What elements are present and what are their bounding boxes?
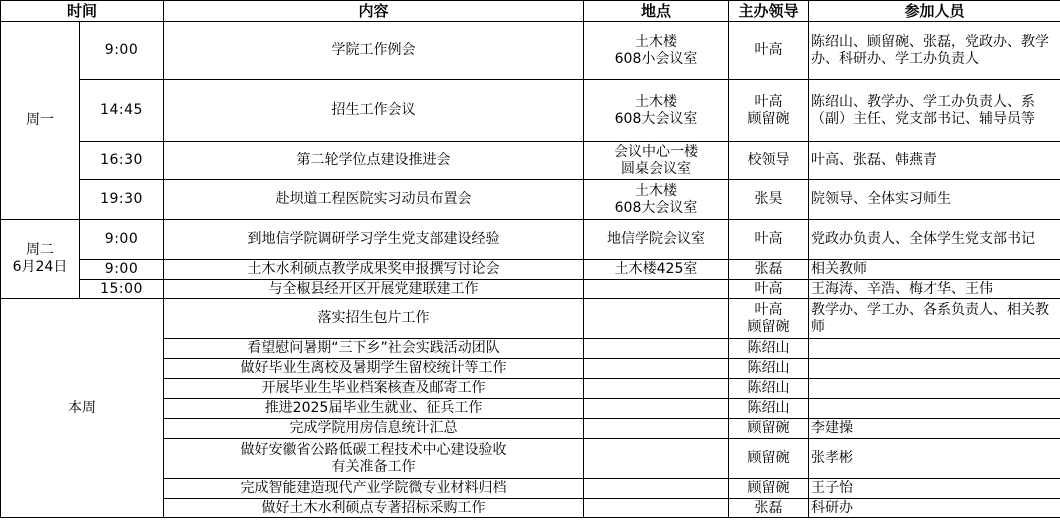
row-host: 顾留碗: [729, 419, 809, 439]
header-time: 时间: [1, 1, 164, 22]
row-place: 土木楼425室: [584, 260, 729, 280]
row-attendees: 王海涛、辛浩、梅才华、王伟: [809, 280, 1060, 299]
row-content: 落实招生包片工作: [164, 299, 584, 339]
row-place: [584, 299, 729, 339]
row-content: 完成学院用房信息统计汇总: [164, 419, 584, 439]
row-attendees: 张孝彬: [809, 439, 1060, 479]
row-place: [584, 479, 729, 499]
row-attendees: [809, 399, 1060, 419]
header-row: [1, 1, 1060, 22]
row-content: 招生工作会议: [164, 80, 584, 142]
row-content: 土木水利硕点教学成果奖申报撰写讨论会: [164, 260, 584, 280]
table-row: [1, 180, 1060, 220]
row-attendees: 科研办: [809, 499, 1060, 518]
group-tuesday-date: 6月24日: [12, 259, 68, 275]
table-row: [1, 260, 1060, 280]
row-time: 9:00: [80, 260, 164, 280]
row-attendees: [809, 359, 1060, 379]
group-this-week: 本周: [1, 299, 164, 518]
row-time: 16:30: [80, 142, 164, 180]
row-place: 地信学院会议室: [584, 220, 729, 260]
row-place: [584, 359, 729, 379]
group-monday: 周一: [1, 22, 80, 220]
row-attendees: 王子怡: [809, 479, 1060, 499]
table-row: [1, 142, 1060, 180]
row-content: 学院工作例会: [164, 22, 584, 80]
row-host: 张磊: [729, 260, 809, 280]
header-host: 主办领导: [729, 1, 809, 22]
row-place: [584, 379, 729, 399]
header-content: 内容: [164, 1, 584, 22]
row-place: [584, 339, 729, 359]
row-content: 推进2025届毕业生就业、征兵工作: [164, 399, 584, 419]
row-host: 陈绍山: [729, 359, 809, 379]
header-place: 地点: [584, 1, 729, 22]
table-row: [1, 299, 1060, 339]
row-content: 完成智能建造现代产业学院微专业材料归档: [164, 479, 584, 499]
row-place: [584, 439, 729, 479]
row-place: [584, 499, 729, 518]
group-tuesday: [1, 220, 80, 299]
row-host: 叶高 顾留碗: [729, 299, 809, 339]
row-content: 看望慰问暑期“三下乡”社会实践活动团队: [164, 339, 584, 359]
row-content: 第二轮学位点建设推进会: [164, 142, 584, 180]
row-content: 开展毕业生毕业档案核查及邮寄工作: [164, 379, 584, 399]
row-place: 土木楼 608大会议室: [584, 180, 729, 220]
table-row: [1, 280, 1060, 299]
row-content: 到地信学院调研学习学生党支部建设经验: [164, 220, 584, 260]
row-time: 15:00: [80, 280, 164, 299]
row-host: 陈绍山: [729, 379, 809, 399]
row-content: 做好土木水利硕点专著招标采购工作: [164, 499, 584, 518]
row-attendees: 相关教师: [809, 260, 1060, 280]
row-place: [584, 399, 729, 419]
row-attendees: 陈绍山、教学办、学工办负责人、系（副）主任、党支部书记、辅导员等: [809, 80, 1060, 142]
row-place: 土木楼 608大会议室: [584, 80, 729, 142]
row-place: [584, 419, 729, 439]
row-host: 陈绍山: [729, 339, 809, 359]
row-place: 会议中心一楼 圆桌会议室: [584, 142, 729, 180]
row-attendees: [809, 339, 1060, 359]
row-content: 做好安徽省公路低碳工程技术中心建设验收 有关准备工作: [164, 439, 584, 479]
row-host: 顾留碗: [729, 479, 809, 499]
row-host: 叶高 顾留碗: [729, 80, 809, 142]
table-row: [1, 220, 1060, 260]
row-host: 叶高: [729, 22, 809, 80]
row-attendees: 陈绍山、顾留碗、张磊，党政办、教学办、科研办、学工办负责人: [809, 22, 1060, 80]
row-time: 14:45: [80, 80, 164, 142]
row-attendees: 院领导、全体实习师生: [809, 180, 1060, 220]
table-row: [1, 22, 1060, 80]
row-attendees: 党政办负责人、全体学生党支部书记: [809, 220, 1060, 260]
row-host: 叶高: [729, 220, 809, 260]
group-tuesday-label: 周二: [26, 242, 54, 258]
row-content: 赴坝道工程医院实习动员布置会: [164, 180, 584, 220]
table-row: [1, 80, 1060, 142]
row-time: 9:00: [80, 220, 164, 260]
row-time: 19:30: [80, 180, 164, 220]
row-content: 做好毕业生离校及暑期学生留校统计等工作: [164, 359, 584, 379]
row-host: 张磊: [729, 499, 809, 518]
row-attendees: 叶高、张磊、韩燕青: [809, 142, 1060, 180]
row-host: 顾留碗: [729, 439, 809, 479]
row-attendees: [809, 379, 1060, 399]
row-host: 叶高: [729, 280, 809, 299]
row-host: 陈绍山: [729, 399, 809, 419]
row-host: 张昊: [729, 180, 809, 220]
header-attendees: 参加人员: [809, 1, 1060, 22]
row-host: 校领导: [729, 142, 809, 180]
row-place: 土木楼 608小会议室: [584, 22, 729, 80]
row-attendees: 李建操: [809, 419, 1060, 439]
row-attendees: 教学办、学工办、各系负责人、相关教师: [809, 299, 1060, 339]
row-place: [584, 280, 729, 299]
row-time: 9:00: [80, 22, 164, 80]
row-content: 与全椒县经开区开展党建联建工作: [164, 280, 584, 299]
